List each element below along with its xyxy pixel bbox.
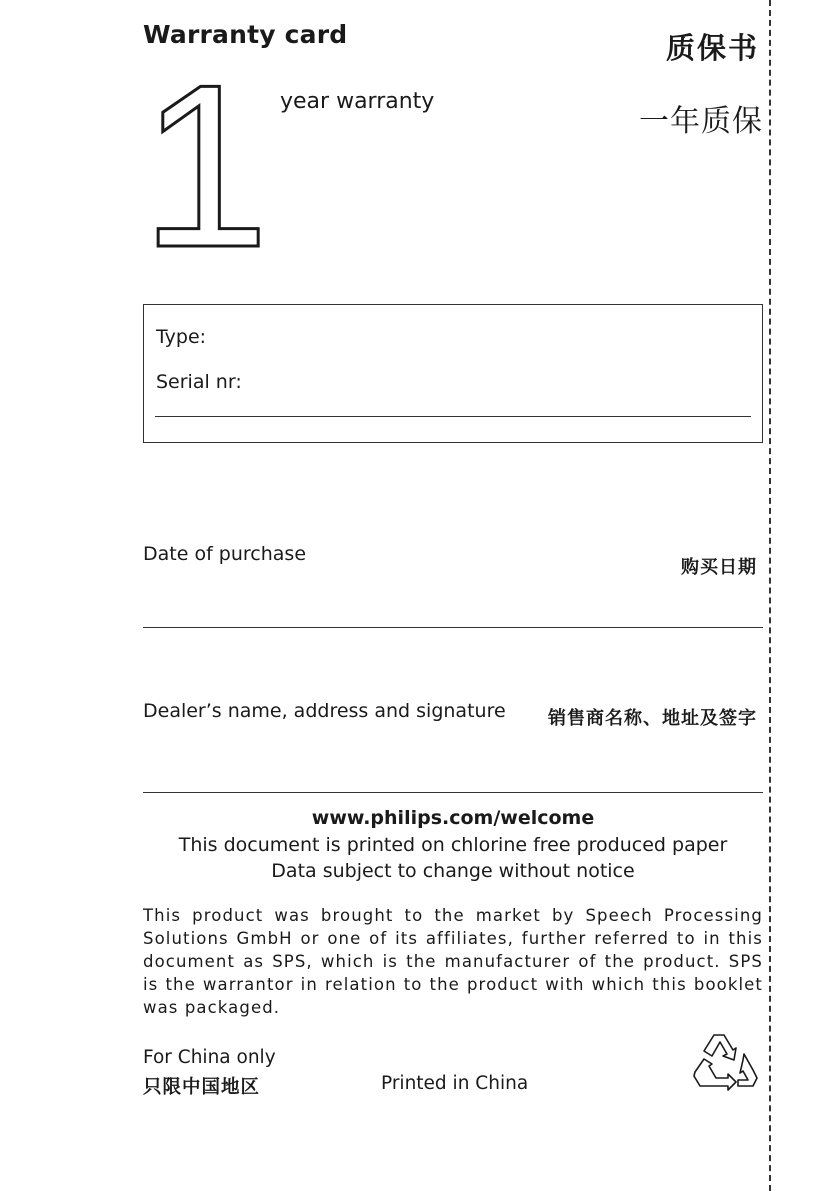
- page-title: Warranty card: [143, 20, 348, 49]
- warranty-years-numeral: [140, 37, 270, 296]
- dealer-label: Dealer’s name, address and signature: [143, 700, 506, 722]
- serial-number-line: [155, 416, 751, 417]
- cut-line: [769, 0, 771, 1191]
- warranty-years-value: 1: [140, 37, 270, 296]
- page-title-cn: 质保书: [665, 31, 759, 65]
- warranty-duration-text: year warranty: [280, 89, 435, 114]
- type-label: Type:: [156, 326, 207, 348]
- change-note: Data subject to change without notice: [271, 860, 635, 882]
- serial-number-label: Serial nr:: [156, 371, 242, 393]
- dealer-line: [143, 792, 763, 793]
- legal-paragraph: This product was brought to the market by Speech Processing Solutions GmbH or one of its affiliates, further referred to in this document as SPS, which is the manufacturer of the product. SPS is the warrantor in relation to the product with which this booklet was packaged.: [143, 906, 763, 1017]
- china-only-label: For China only: [143, 1047, 276, 1068]
- printed-in-label: Printed in China: [381, 1073, 529, 1094]
- paper-note: This document is printed on chlorine free produced paper: [178, 834, 728, 856]
- website-link[interactable]: www.philips.com/welcome: [311, 807, 595, 829]
- warranty-duration-text-cn: 一年质保: [639, 104, 763, 139]
- recycle-icon: [690, 1030, 762, 1096]
- date-of-purchase-line: [143, 627, 763, 628]
- date-of-purchase-label: Date of purchase: [143, 543, 307, 565]
- china-only-label-cn: 只限中国地区: [143, 1077, 261, 1098]
- product-info-box: [143, 304, 763, 443]
- dealer-label-cn: 销售商名称、地址及签字: [548, 708, 757, 729]
- date-of-purchase-label-cn: 购买日期: [681, 557, 757, 578]
